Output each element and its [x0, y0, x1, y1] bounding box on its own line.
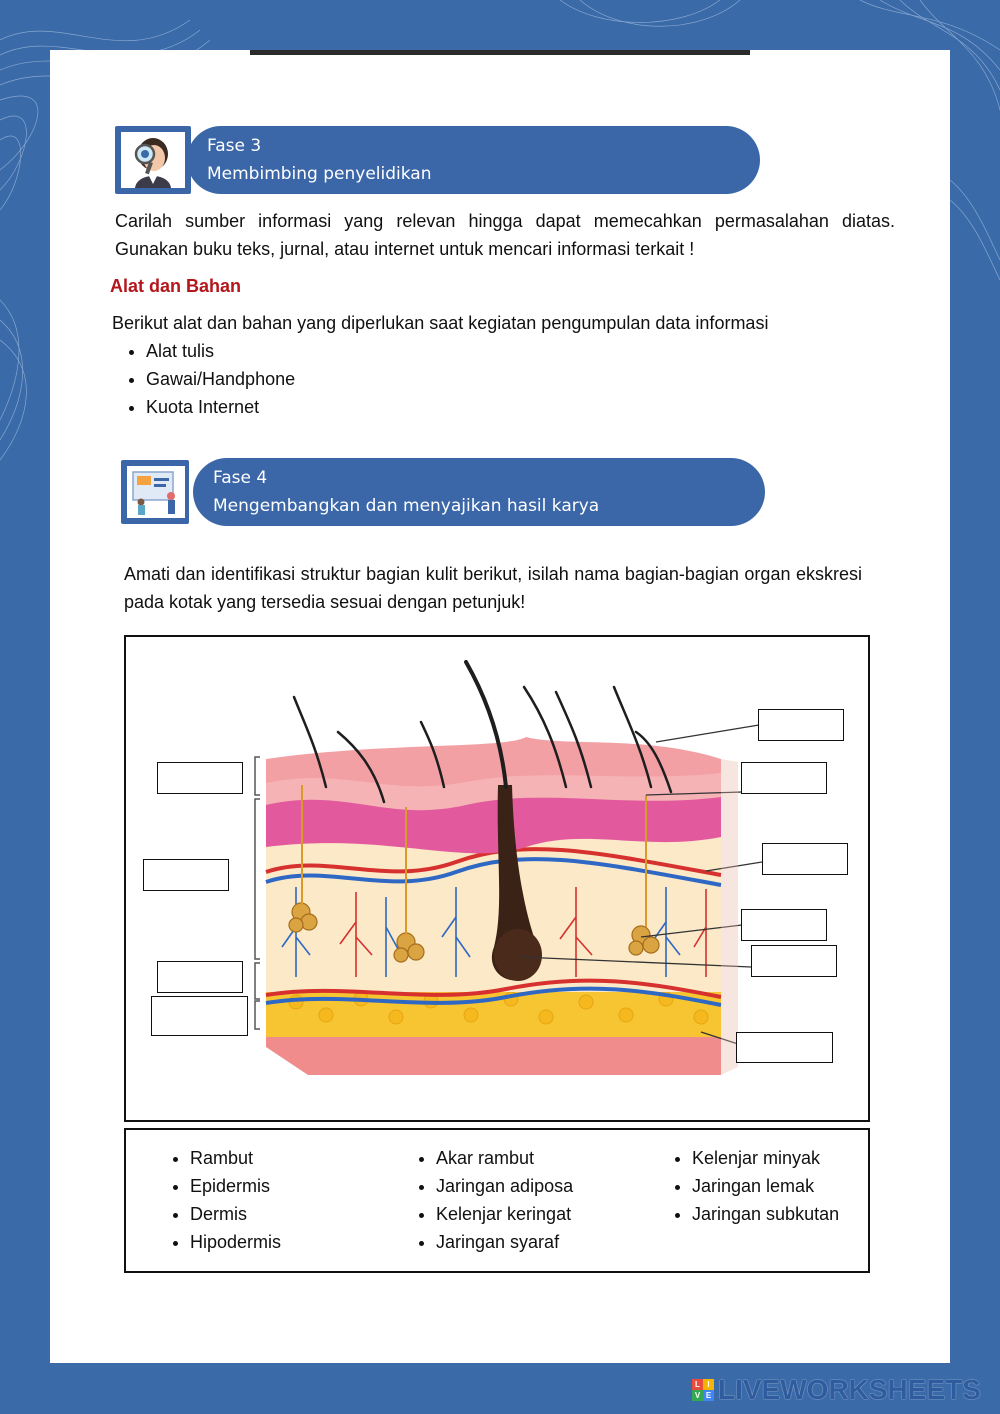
answer-box-right-6[interactable]: [736, 1032, 833, 1063]
presentation-icon: [127, 466, 185, 518]
phase3-header: [115, 126, 760, 194]
list-item: • Epidermis: [190, 1172, 281, 1200]
liveworksheets-logo: [692, 1375, 981, 1405]
list-item: • Gawai/Handphone: [146, 365, 295, 393]
word-bank-column-2: [414, 1144, 573, 1256]
top-divider: [250, 50, 750, 55]
list-item: • Rambut: [190, 1144, 281, 1172]
word-bank-column-3: [670, 1144, 839, 1228]
answer-box-left-2[interactable]: [143, 859, 229, 891]
phase4-header: [121, 458, 766, 526]
phase3-title: Membimbing penyelidikan: [207, 164, 432, 184]
phase3-pill: [187, 126, 760, 194]
list-item: • Jaringan adiposa: [436, 1172, 573, 1200]
liveworksheets-mark-icon: L I V E: [692, 1379, 714, 1401]
list-item: • Dermis: [190, 1200, 281, 1228]
phase4-pill: [193, 458, 765, 526]
answer-box-right-2[interactable]: [741, 762, 827, 794]
phase4-icon-frame: [121, 460, 189, 524]
list-item: • Alat tulis: [146, 337, 295, 365]
skin-diagram-panel: [124, 635, 870, 1122]
list-item: • Hipodermis: [190, 1228, 281, 1256]
detective-magnifier-icon: [121, 132, 185, 188]
liveworksheets-wordmark: LIVEWORKSHEETS: [718, 1374, 981, 1405]
phase4-number: Fase 4: [213, 468, 268, 488]
answer-box-left-4[interactable]: [151, 996, 248, 1036]
answer-box-right-1[interactable]: [758, 709, 844, 741]
phase4-instruction: Amati dan identifikasi struktur bagian kulit berikut, isilah nama bagian-bagian organ ekskresi pada kotak yang tersedia sesuai dengan petunjuk!: [124, 564, 862, 612]
phase3-icon-frame: [115, 126, 191, 194]
list-item: • Jaringan syaraf: [436, 1228, 573, 1256]
tools-intro: Berikut alat dan bahan yang diperlukan saat kegiatan pengumpulan data informasi: [112, 313, 769, 333]
list-item: • Jaringan lemak: [692, 1172, 839, 1200]
word-bank: [124, 1128, 870, 1273]
answer-box-right-4[interactable]: [741, 909, 827, 941]
answer-box-right-3[interactable]: [762, 843, 848, 875]
word-bank-column-1: [168, 1144, 281, 1256]
tools-heading: Alat dan Bahan: [110, 276, 242, 296]
list-item: • Akar rambut: [436, 1144, 573, 1172]
list-item: • Jaringan subkutan: [692, 1200, 839, 1228]
phase4-title: Mengembangkan dan menyajikan hasil karya: [213, 496, 600, 516]
tools-list: [112, 337, 295, 421]
answer-box-left-3[interactable]: [157, 961, 243, 993]
phase3-number: Fase 3: [207, 136, 262, 156]
list-item: • Kelenjar minyak: [692, 1144, 839, 1172]
list-item: • Kelenjar keringat: [436, 1200, 573, 1228]
list-item: • Kuota Internet: [146, 393, 295, 421]
answer-box-left-1[interactable]: [157, 762, 243, 794]
phase3-instruction: Carilah sumber informasi yang relevan hingga dapat memecahkan permasalahan diatas. Gunakan buku teks, jurnal, atau internet untuk mencari informasi terkait !: [115, 211, 895, 259]
answer-box-right-5[interactable]: [751, 945, 837, 977]
